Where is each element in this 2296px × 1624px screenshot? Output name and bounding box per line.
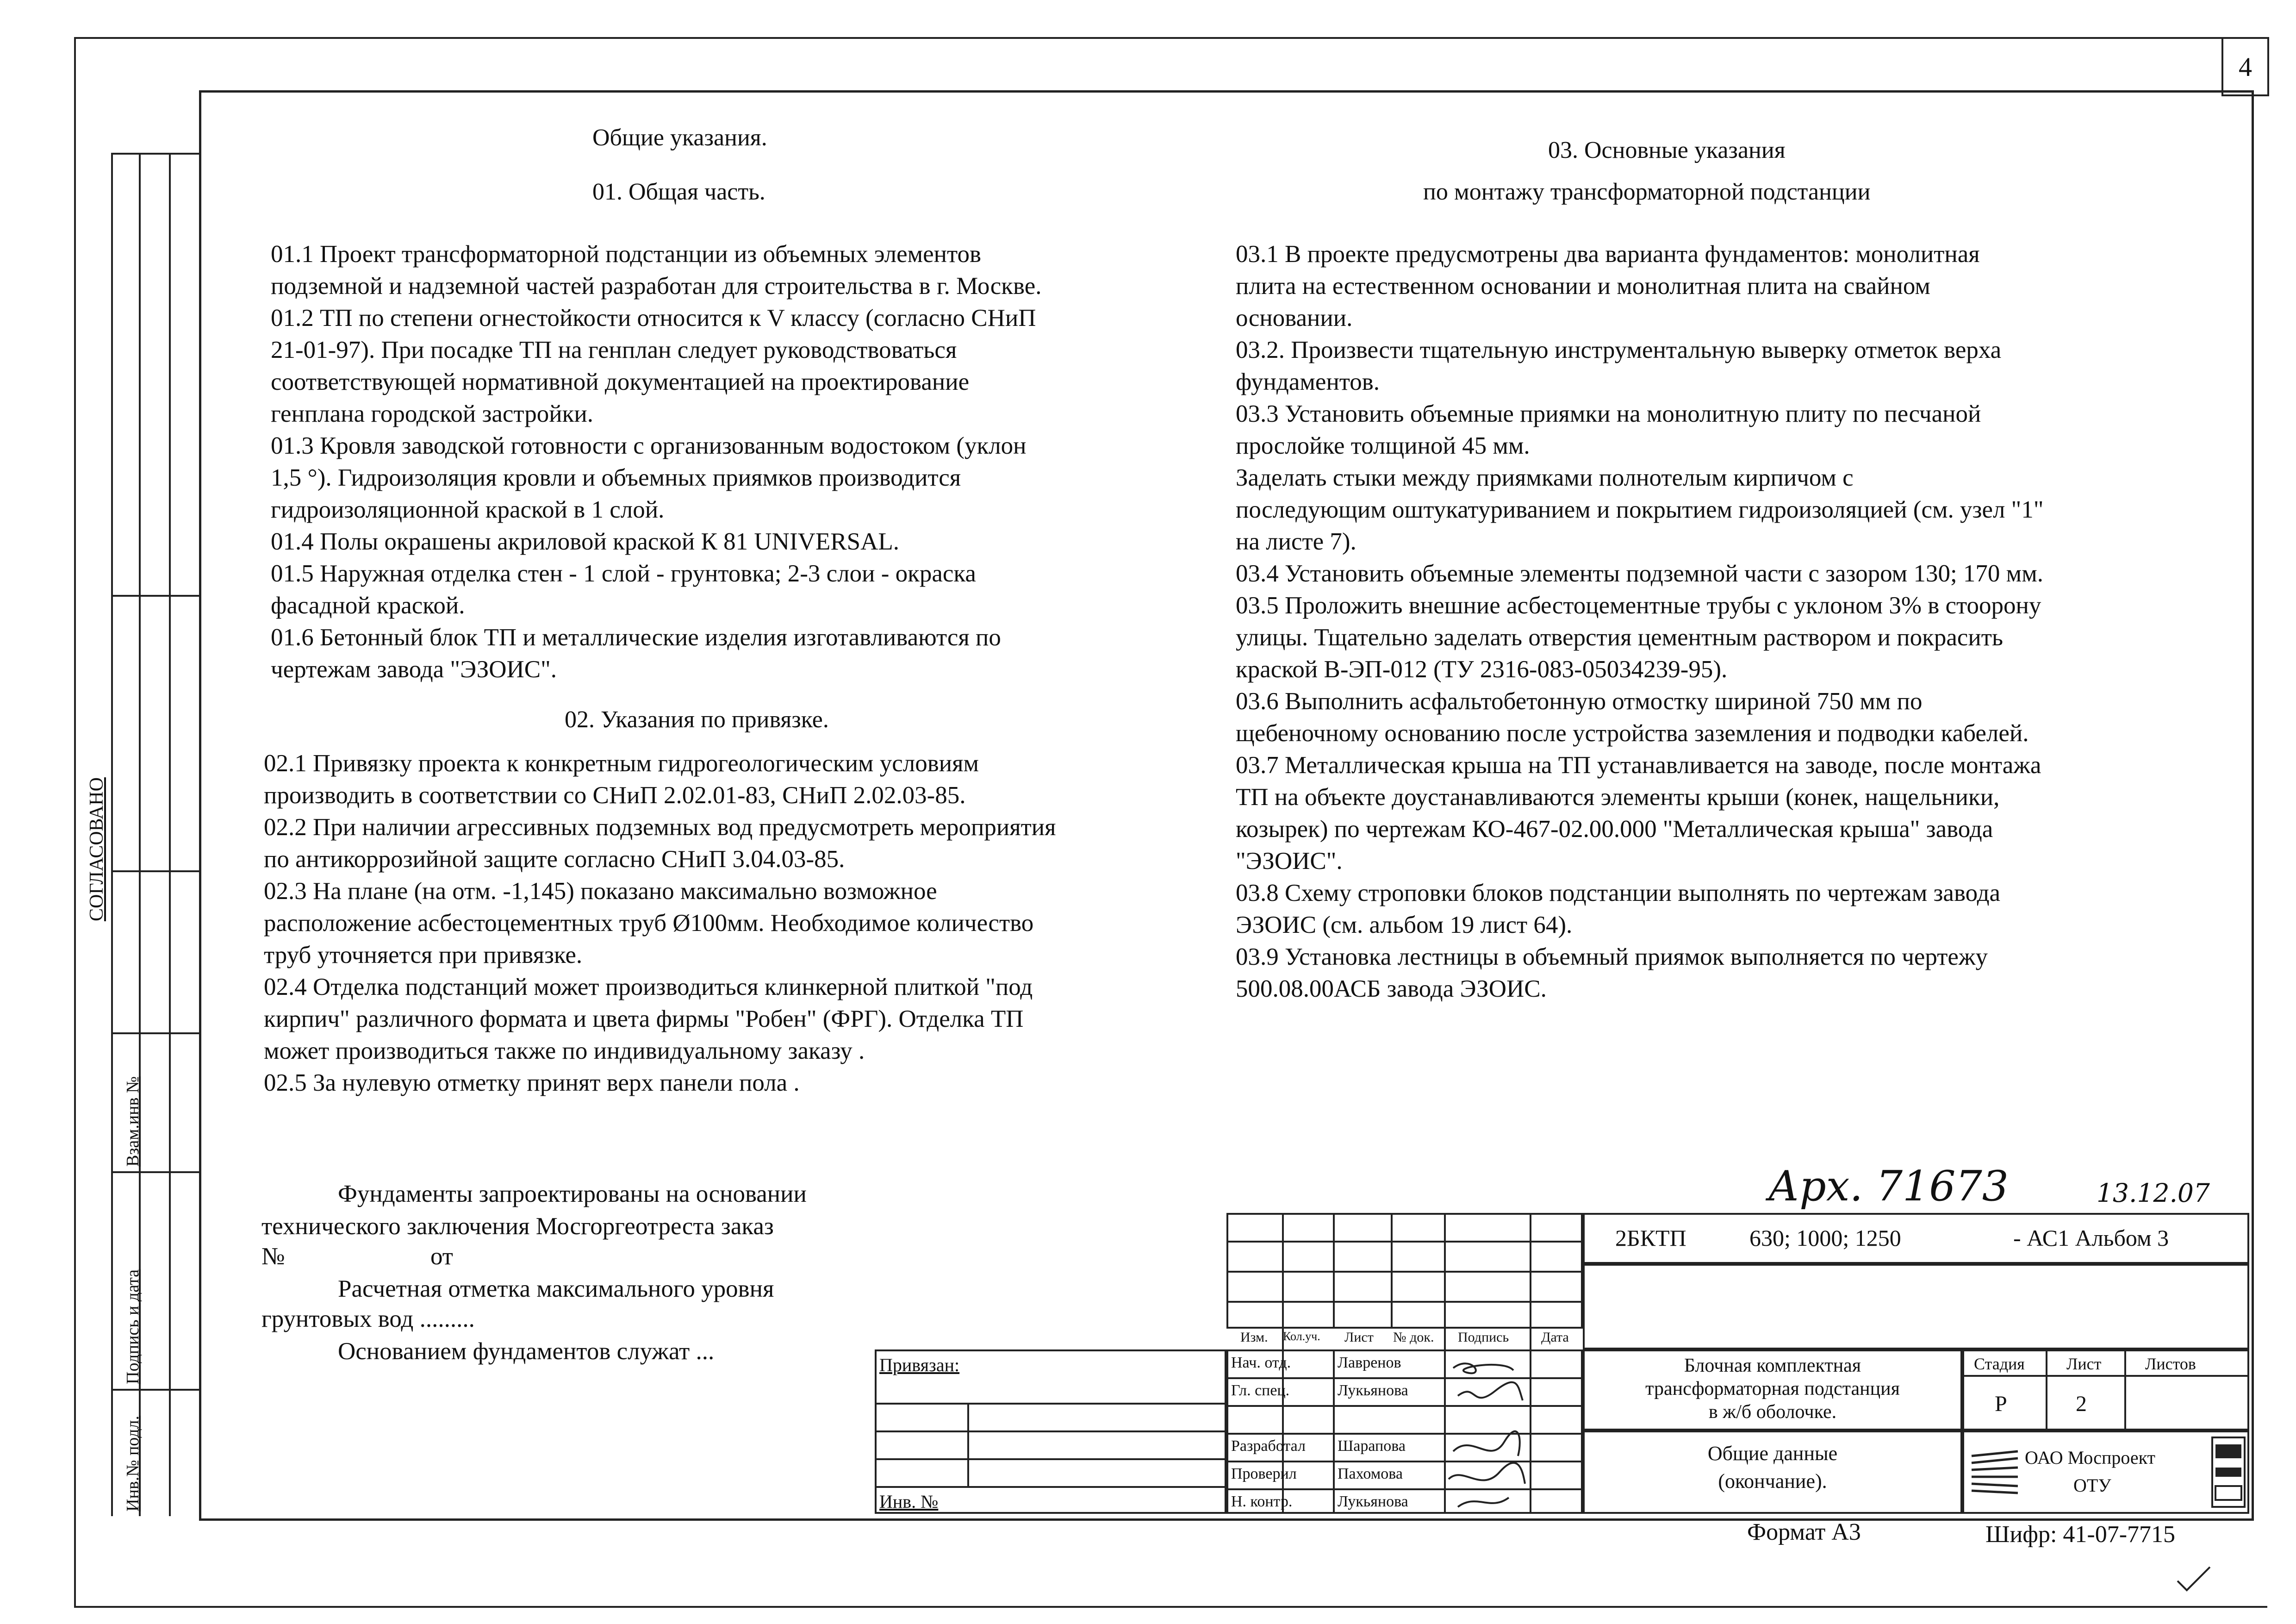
sheet-value: 2 xyxy=(2076,1392,2087,1416)
foundation-text: Фундаменты запроектированы на основании xyxy=(338,1181,807,1207)
org-logo-icon xyxy=(1969,1447,2020,1498)
signature-scribbles xyxy=(1444,1349,1532,1514)
page-number: 4 xyxy=(2221,37,2269,96)
side-strip-rule xyxy=(111,595,199,597)
grid-line xyxy=(2046,1349,2047,1430)
format-label: Формат А3 xyxy=(1747,1519,1861,1545)
name: Лукьянова xyxy=(1338,1493,1408,1510)
grid-line xyxy=(967,1403,969,1486)
stage-header: Стадия xyxy=(1974,1355,2025,1373)
foundation-text: грунтовых вод ......... xyxy=(261,1305,475,1332)
cipher-label: Шифр: 41-07-7715 xyxy=(1985,1521,2176,1548)
side-strip-line xyxy=(169,153,171,1516)
name: Пахомова xyxy=(1338,1465,1403,1482)
hdr-izm: Изм. xyxy=(1240,1330,1268,1345)
object-name: Блочная комплектная трансформаторная подстанция в ж/б оболочке. xyxy=(1645,1355,1900,1423)
grid-line xyxy=(1226,1271,1583,1273)
section-3-title: 03. Основные указания xyxy=(1548,137,1786,163)
privyazan-label: Привязан: xyxy=(879,1355,960,1375)
side-strip-rule xyxy=(111,153,199,155)
blank-row xyxy=(1583,1264,2249,1349)
code-b: 630; 1000; 1250 xyxy=(1749,1225,1901,1251)
org-name: ОАО Моспроект xyxy=(2025,1447,2156,1468)
role: Н. контр. xyxy=(1231,1493,1293,1510)
section-2-text: 02.1 Привязку проекта к конкретным гидрогеологическим условиям производить в соответствии со СНиП 2.02.01-83, СНиП 2.02.03-85. 02.2 При наличии агрессивных подземных вод предусмотреть мероприятия по антикоррозийной защите согласно СНиП 3.04.03-85. 02.3 На плане (на отм. -1,145) показано максимально возможное расположение асбестоцементных труб Ø100мм. Необходимое количество труб уточняется при привязке. 02.4 Отделка подстанций может производиться клинкерной плиткой "под кирпич" различного формата и цвета фирмы "Робен" (ФРГ). Отделка ТП может производиться также по индивидуальному заказу . 02.5 За нулевую отметку принят верх панели пола . xyxy=(264,750,1056,1096)
inventory-no-label: Инв. № xyxy=(879,1491,939,1512)
grid-line xyxy=(875,1430,1226,1432)
grid-line xyxy=(875,1486,1226,1488)
role: Нач. отд. xyxy=(1231,1354,1291,1371)
grid-line xyxy=(1226,1301,1583,1303)
section-2-title: 02. Указания по привязке. xyxy=(565,706,829,733)
sheet-name: Общие данные (окончание). xyxy=(1707,1442,1838,1493)
hdr-kol: Кол.уч. xyxy=(1283,1330,1320,1343)
checkmark-icon xyxy=(2175,1565,2212,1593)
foundation-text: Основанием фундаментов служат ... xyxy=(338,1338,715,1365)
side-strip-rule xyxy=(111,1389,199,1391)
vzam-label: Взам.инв № xyxy=(123,1076,143,1167)
grid-line xyxy=(1333,1349,1335,1514)
grid-line xyxy=(875,1403,1226,1405)
foundation-text: Расчетная отметка максимального уровня xyxy=(338,1275,774,1302)
hdr-sign: Подпись xyxy=(1458,1330,1509,1345)
org-dept: ОТУ xyxy=(2073,1475,2111,1496)
archive-date: 13.12.07 xyxy=(2097,1178,2210,1208)
foundation-text: технического заключения Мосгоргеотреста заказ xyxy=(261,1213,774,1240)
quality-seal-icon xyxy=(2210,1435,2247,1509)
section-3-subtitle: по монтажу трансформаторной подстанции xyxy=(1423,179,1871,205)
grid-line xyxy=(875,1458,1226,1460)
hdr-doc: № док. xyxy=(1393,1330,1434,1345)
side-strip-line xyxy=(111,153,113,1516)
general-title: Общие указания. xyxy=(592,125,767,151)
side-strip-rule xyxy=(111,1032,199,1034)
code-c: - АС1 Альбом 3 xyxy=(2013,1225,2169,1251)
hdr-date: Дата xyxy=(1541,1330,1569,1345)
section-1-text: 01.1 Проект трансформаторной подстанции из объемных элементов подземной и надземной частей разработан для строительства в г. Москве. 01.2 ТП по степени огнестойкости относится к V классу (согласно СНиП 21-01-97). При посадке ТП на генплан следует руководствоваться соответствующей нормативной документацией на проектирование генплана городской застройки. 01.3 Кровля заводской готовности с организованным водостоком (уклон 1,5 °). Гидроизоляция кровли и объемных приямков производится гидроизоляционной краской в 1 слой. 01.4 Полы окрашены акриловой краской К 81 UNIVERSAL. 01.5 Наружная отделка стен - 1 слой - грунтовка; 2-3 слои - окраска фасадной краской. 01.6 Бетонный блок ТП и металлические изделия изготавливаются по чертежам завода "ЭЗОИС". xyxy=(271,241,1042,683)
side-strip-rule xyxy=(111,1171,199,1173)
code-a: 2БКТП xyxy=(1615,1225,1686,1251)
archive-note: Арх. 71673 xyxy=(1768,1162,2009,1211)
role: Гл. спец. xyxy=(1231,1382,1290,1399)
foundation-text: № xyxy=(261,1243,285,1270)
grid-line xyxy=(1962,1375,2249,1377)
sheets-header: Листов xyxy=(2145,1355,2196,1373)
role: Проверил xyxy=(1231,1465,1297,1482)
name: Лукьянова xyxy=(1338,1382,1408,1399)
grid-line xyxy=(1226,1241,1583,1243)
side-strip-rule xyxy=(111,870,199,872)
signature-date-label: Подпись и дата xyxy=(123,1269,143,1384)
name: Лавренов xyxy=(1338,1354,1401,1371)
section-1-title: 01. Общая часть. xyxy=(592,179,765,205)
grid-line xyxy=(2124,1349,2126,1430)
name: Шарапова xyxy=(1338,1437,1406,1455)
inventory-label: Инв.№ подл. xyxy=(123,1415,143,1512)
sheet-header: Лист xyxy=(2066,1355,2102,1373)
hdr-list: Лист xyxy=(1344,1330,1374,1345)
foundation-text: от xyxy=(430,1243,453,1270)
agreed-label: СОГЛАСОВАНО xyxy=(86,777,107,921)
stage-value: Р xyxy=(1995,1392,2007,1416)
section-3-text: 03.1 В проекте предусмотрены два варианта фундаментов: монолитная плита на естественном основании и монолитная плита на свайном основании. 03.2. Произвести тщательную инструментальную выверку отметок верха фундаментов. 03.3 Установить объемные приямки на монолитную плиту по песчаной прослойке толщиной 45 мм. Заделать стыки между приямками полнотелым кирпичом с последующим оштукатуриванием и покрытием гидроизоляцией (см. узел "1" на листе 7). 03.4 Установить объемные элементы подземной части с зазором 130; 170 мм. 03.5 Проложить внешние асбестоцементные трубы с уклоном 3% в стоорону улицы. Тщательно заделать отверстия цементным раствором и покрасить краской В-ЭП-012 (ТУ 2316-083-05034239-95). 03.6 Выполнить асфальтобетонную отмостку шириной 750 мм по щебеночному основанию после устройства заземления и подводки кабелей. 03.7 Металлическая крыша на ТП устанавливается на заводе, после монтажа ТП на объекте доустанавливаются элементы крыши (конек, нащельники, козырек) по чертежам КО-467-02.00.000 "Металлическая крыша" завода "ЭЗОИС". 03.8 Схему строповки блоков подстанции выполнять по чертежам завода ЭЗОИС (см. альбом 19 лист 64). 03.9 Установка лестницы в объемный приямок выполняется по чертежу 500.08.00АСБ завода ЭЗОИС. xyxy=(1236,241,2044,1002)
role: Разработал xyxy=(1231,1437,1306,1455)
